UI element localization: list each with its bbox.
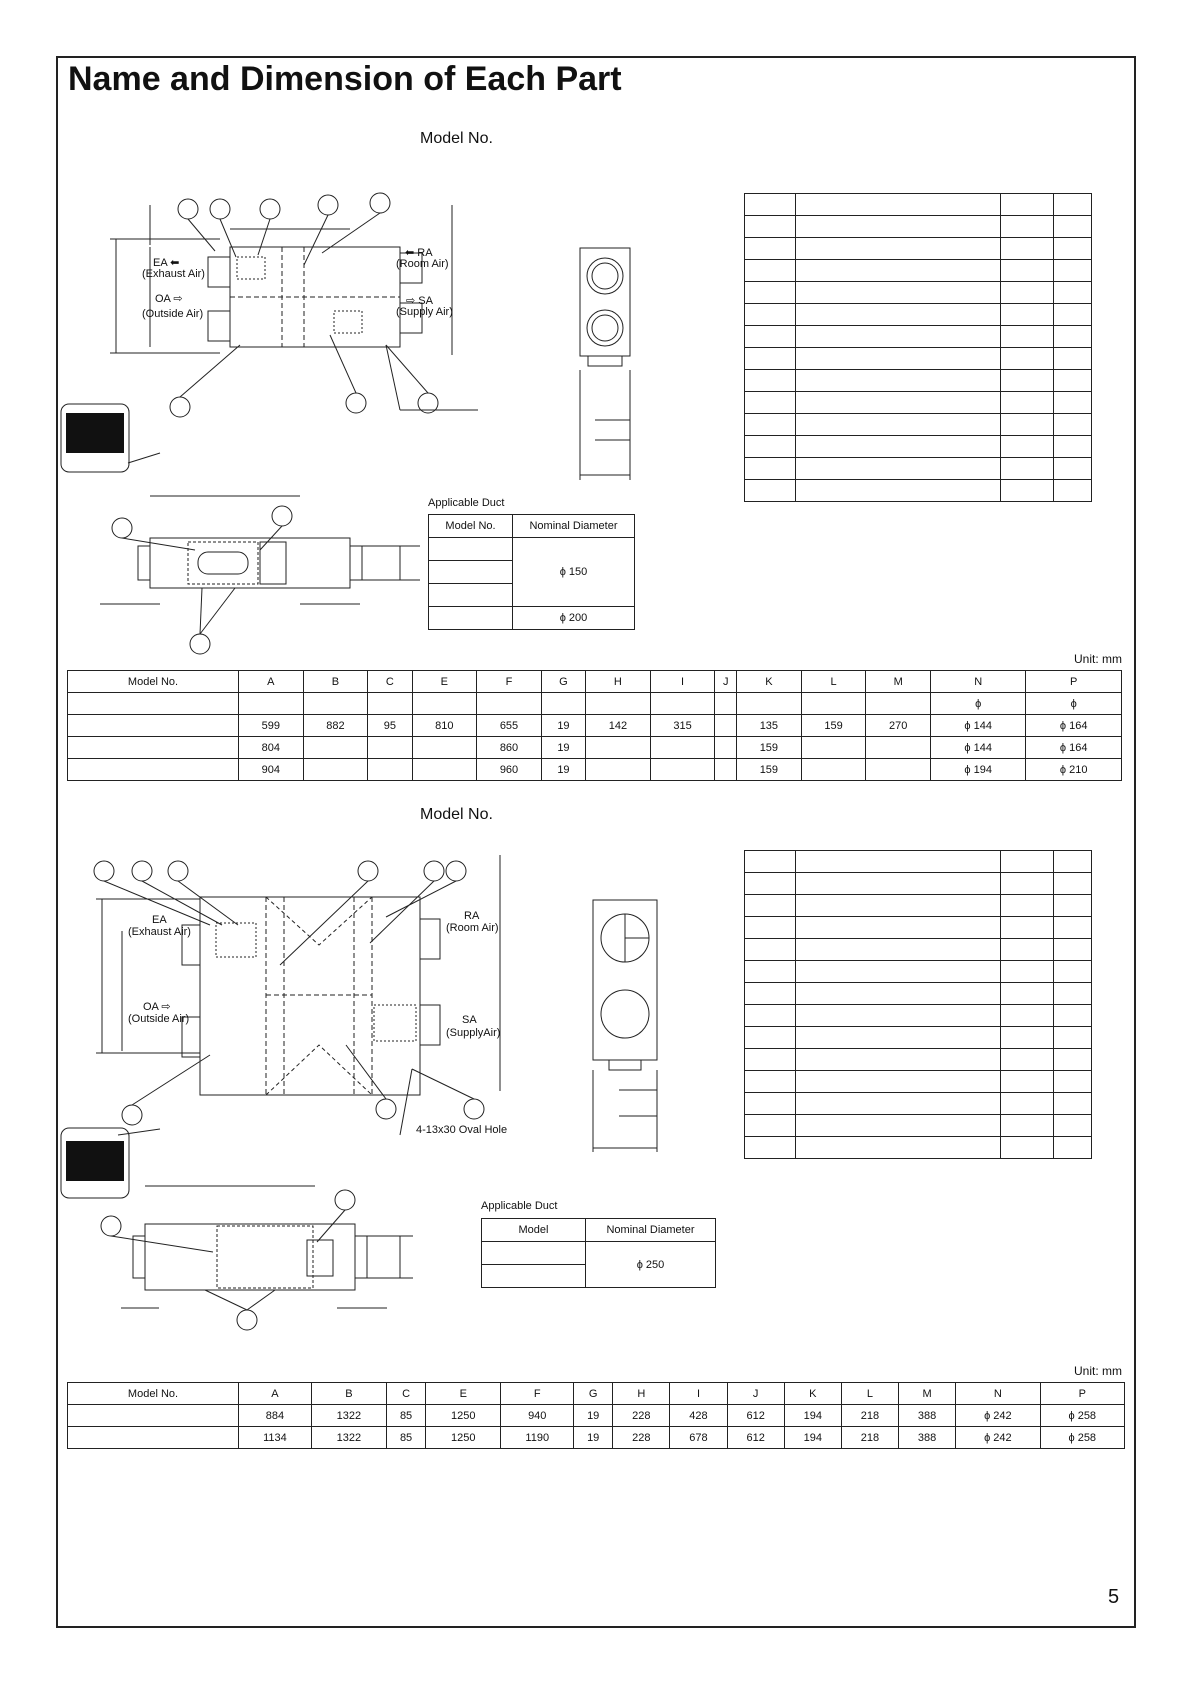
table-cell	[586, 759, 651, 781]
ra-label-1: ⬅ RA	[405, 247, 433, 259]
duct-header-model-2: Model	[482, 1219, 586, 1242]
duct-header-diam-2: Nominal Diameter	[586, 1219, 716, 1242]
table-cell: 270	[866, 715, 931, 737]
column-header: J	[727, 1383, 784, 1405]
duct-header-diam-1: Nominal Diameter	[513, 515, 635, 538]
column-header: B	[311, 1383, 386, 1405]
ea-label-2: EA	[152, 914, 167, 926]
unit-diagram-plan-1	[100, 490, 430, 655]
table-cell	[68, 759, 239, 781]
table-cell	[801, 737, 866, 759]
table-cell: 218	[841, 1405, 898, 1427]
column-header: H	[586, 671, 651, 693]
table-cell	[541, 693, 585, 715]
table-cell	[715, 737, 737, 759]
table-cell	[368, 693, 412, 715]
duct-diam-b-1: ϕ 200	[513, 607, 635, 630]
oa-label-2: OA ⇨	[143, 1001, 171, 1013]
unit-label-2: Unit: mm	[1074, 1364, 1122, 1378]
table-cell	[68, 1405, 239, 1427]
table-cell: ϕ 194	[930, 759, 1025, 781]
column-header: A	[239, 671, 304, 693]
table-cell: 1322	[311, 1427, 386, 1449]
table-cell	[303, 759, 368, 781]
ra-desc-2: (Room Air)	[446, 922, 499, 934]
oa-desc-1: (Outside Air)	[142, 308, 204, 320]
table-cell: 19	[541, 759, 585, 781]
table-cell: 19	[541, 737, 585, 759]
table-cell: 428	[670, 1405, 727, 1427]
table-cell: 142	[586, 715, 651, 737]
column-header: E	[412, 671, 477, 693]
table-cell	[715, 715, 737, 737]
column-header: G	[541, 671, 585, 693]
ea-desc-1: (Exhaust Air)	[142, 268, 205, 280]
table-cell: 1250	[426, 1405, 501, 1427]
column-header: E	[426, 1383, 501, 1405]
duct-header-model-1: Model No.	[429, 515, 513, 538]
column-header: C	[368, 671, 412, 693]
table-row	[68, 1427, 1125, 1449]
table-row	[68, 693, 1122, 715]
column-header: P	[1026, 671, 1122, 693]
table-cell	[586, 737, 651, 759]
sa-desc-1: (Supply Air)	[396, 306, 453, 318]
table-cell: 678	[670, 1427, 727, 1449]
table-cell	[866, 693, 931, 715]
table-cell: ϕ 144	[930, 737, 1025, 759]
parts-table-1	[744, 193, 1092, 502]
sa-desc-2: (SupplyAir)	[446, 1027, 501, 1039]
table-cell: ϕ 242	[956, 1405, 1040, 1427]
column-header: F	[477, 671, 542, 693]
table-cell	[650, 759, 715, 781]
ea-desc-2: (Exhaust Air)	[128, 926, 191, 938]
unit-label-1: Unit: mm	[1074, 652, 1122, 666]
table-cell: ϕ	[930, 693, 1025, 715]
column-header: P	[1040, 1383, 1124, 1405]
table-cell	[715, 693, 737, 715]
column-header: F	[501, 1383, 574, 1405]
table-cell: 194	[784, 1405, 841, 1427]
table-cell: 884	[239, 1405, 312, 1427]
parts-table-2	[744, 850, 1092, 1159]
oa-label-1: OA ⇨	[155, 293, 183, 305]
duct-diam-2: ϕ 250	[586, 1242, 716, 1288]
column-header: K	[784, 1383, 841, 1405]
table-cell: ϕ	[1026, 693, 1122, 715]
table-cell: ϕ 164	[1026, 715, 1122, 737]
model-label-1: Model No.	[420, 130, 493, 147]
column-header: L	[841, 1383, 898, 1405]
table-cell: 19	[574, 1427, 613, 1449]
table-cell	[801, 693, 866, 715]
table-cell: ϕ 210	[1026, 759, 1122, 781]
table-cell	[477, 693, 542, 715]
table-cell	[412, 693, 477, 715]
duct-caption-2: Applicable Duct	[481, 1200, 558, 1212]
column-header: Model No.	[68, 671, 239, 693]
table-cell	[368, 759, 412, 781]
table-cell: 388	[899, 1405, 956, 1427]
unit-diagram-side-2	[585, 890, 665, 1155]
table-cell: ϕ 258	[1040, 1427, 1124, 1449]
table-cell	[715, 759, 737, 781]
dimension-table-1	[67, 670, 1122, 781]
dimension-table-2	[67, 1382, 1125, 1449]
ra-label-2: RA	[464, 910, 480, 922]
table-cell: 1134	[239, 1427, 312, 1449]
table-cell: 95	[368, 715, 412, 737]
column-header: I	[670, 1383, 727, 1405]
column-header: K	[737, 671, 802, 693]
table-cell: 860	[477, 737, 542, 759]
table-cell	[68, 737, 239, 759]
unit-diagram-side-1	[570, 230, 640, 490]
table-cell: 599	[239, 715, 304, 737]
table-cell: ϕ 144	[930, 715, 1025, 737]
table-cell	[412, 737, 477, 759]
column-header: M	[899, 1383, 956, 1405]
page-number: 5	[1108, 1586, 1120, 1608]
table-cell: 804	[239, 737, 304, 759]
sa-label-2: SA	[462, 1014, 477, 1026]
table-row	[68, 737, 1122, 759]
column-header: N	[956, 1383, 1040, 1405]
table-cell	[650, 737, 715, 759]
table-cell	[801, 759, 866, 781]
page-title: Name and Dimension of Each Part	[68, 60, 622, 98]
table-row	[68, 1405, 1125, 1427]
table-cell: 315	[650, 715, 715, 737]
table-row	[68, 715, 1122, 737]
table-cell: 1250	[426, 1427, 501, 1449]
duct-caption-1: Applicable Duct	[428, 497, 505, 509]
table-cell: 612	[727, 1427, 784, 1449]
table-cell: 882	[303, 715, 368, 737]
table-cell	[412, 759, 477, 781]
column-header: I	[650, 671, 715, 693]
table-cell	[68, 715, 239, 737]
table-cell: 1322	[311, 1405, 386, 1427]
table-cell: 904	[239, 759, 304, 781]
table-cell: ϕ 164	[1026, 737, 1122, 759]
table-cell	[866, 759, 931, 781]
table-cell: 612	[727, 1405, 784, 1427]
column-header: M	[866, 671, 931, 693]
column-header: C	[387, 1383, 426, 1405]
table-cell	[737, 693, 802, 715]
table-cell: 135	[737, 715, 802, 737]
column-header: N	[930, 671, 1025, 693]
table-cell: 218	[841, 1427, 898, 1449]
unit-diagram-plan-2	[95, 1180, 415, 1335]
table-cell: ϕ 242	[956, 1427, 1040, 1449]
duct-table-2	[481, 1218, 716, 1288]
model-label-2: Model No.	[420, 806, 493, 823]
table-cell	[368, 737, 412, 759]
table-cell	[866, 737, 931, 759]
table-cell	[68, 1427, 239, 1449]
table-cell: ϕ 258	[1040, 1405, 1124, 1427]
table-cell: 159	[801, 715, 866, 737]
table-cell	[586, 693, 651, 715]
table-row	[68, 759, 1122, 781]
ea-label-1: EA ⬅	[153, 257, 180, 269]
column-header: L	[801, 671, 866, 693]
oval-hole-note: 4-13x30 Oval Hole	[416, 1124, 508, 1136]
sa-label-1: ⇨ SA	[406, 295, 433, 307]
column-header: Model No.	[68, 1383, 239, 1405]
duct-table-1	[428, 514, 635, 630]
table-cell: 940	[501, 1405, 574, 1427]
table-cell: 159	[737, 737, 802, 759]
controller-icon-1	[60, 403, 170, 473]
table-cell: 19	[541, 715, 585, 737]
table-cell: 85	[387, 1427, 426, 1449]
table-cell: 194	[784, 1427, 841, 1449]
column-header: B	[303, 671, 368, 693]
column-header: J	[715, 671, 737, 693]
table-cell: 388	[899, 1427, 956, 1449]
column-header: A	[239, 1383, 312, 1405]
table-cell: 159	[737, 759, 802, 781]
table-cell: 228	[613, 1427, 670, 1449]
ra-desc-1: (Room Air)	[396, 258, 449, 270]
table-cell: 810	[412, 715, 477, 737]
duct-diam-a-1: ϕ 150	[513, 538, 635, 607]
column-header: G	[574, 1383, 613, 1405]
column-header: H	[613, 1383, 670, 1405]
table-cell: 1190	[501, 1427, 574, 1449]
table-cell: 228	[613, 1405, 670, 1427]
table-cell	[68, 693, 239, 715]
table-cell	[239, 693, 304, 715]
table-cell	[303, 737, 368, 759]
table-cell: 960	[477, 759, 542, 781]
table-cell: 85	[387, 1405, 426, 1427]
oa-desc-2: (Outside Air)	[128, 1013, 190, 1025]
table-cell	[303, 693, 368, 715]
table-cell	[650, 693, 715, 715]
table-cell: 655	[477, 715, 542, 737]
table-cell: 19	[574, 1405, 613, 1427]
